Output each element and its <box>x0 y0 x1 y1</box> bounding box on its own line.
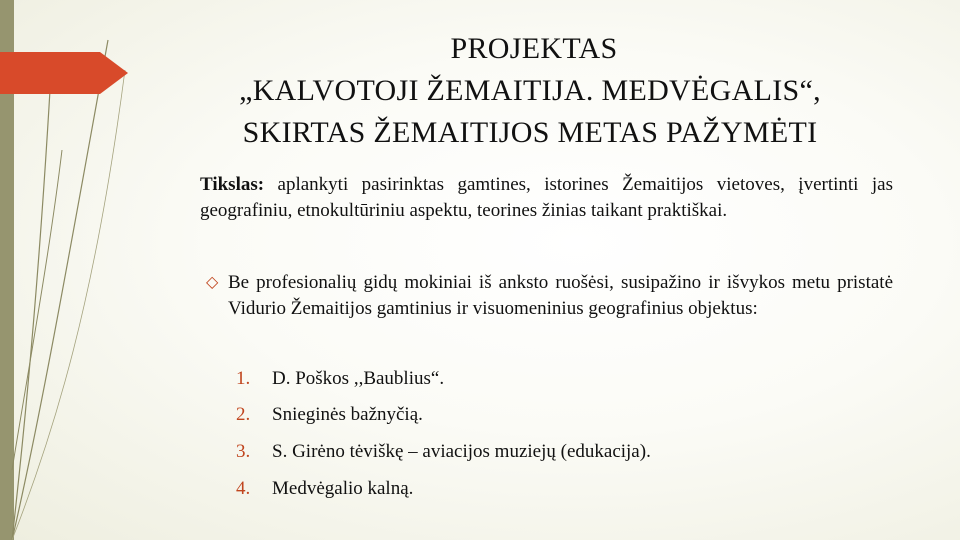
goal-label: Tikslas: <box>200 174 265 195</box>
bullet-text: Be profesionalių gidų mokiniai iš anksto ruošėsi, susipažino ir išvykos metu pristatė Vidurio Žemaitijos gamtinius ir visuomeninius geografinius objektus: <box>228 272 893 319</box>
list-item <box>236 439 651 465</box>
list-item-text: Snieginės bažnyčią. <box>272 404 423 425</box>
list-item-number: 2. <box>236 404 251 425</box>
list-item <box>236 476 413 502</box>
title-line-2: „KALVOTOJI ŽEMAITIJA. MEDVĖGALIS“, <box>239 74 821 107</box>
list-item-text: Medvėgalio kalną. <box>272 478 414 499</box>
decorative-lines-graphic <box>0 0 140 540</box>
list-item-number: 1. <box>236 368 251 389</box>
diamond-bullet-icon: ◇ <box>206 274 219 291</box>
bullet-paragraph <box>206 270 893 322</box>
goal-text: aplankyti pasirinktas gamtines, istorines Žemaitijos vietoves, įvertinti jas geografiniu, etnokultūriniu aspektu, teorines žinias taikant praktiškai. <box>200 174 893 221</box>
title-line-1: PROJEKTAS <box>450 32 618 65</box>
title-line-3: SKIRTAS ŽEMAITIJOS METAS PAŽYMĖTI <box>242 116 818 149</box>
list-item <box>236 402 423 428</box>
slide-title <box>130 28 930 154</box>
list-item <box>236 366 444 392</box>
list-item-text: D. Poškos ,,Baublius“. <box>272 368 445 389</box>
arrow-banner-icon <box>0 52 128 94</box>
list-item-text: S. Girėno tėviškę – aviacijos muziejų (edukacija). <box>272 441 651 462</box>
list-item-number: 3. <box>236 441 251 462</box>
goal-paragraph <box>200 172 893 224</box>
list-item-number: 4. <box>236 478 251 499</box>
